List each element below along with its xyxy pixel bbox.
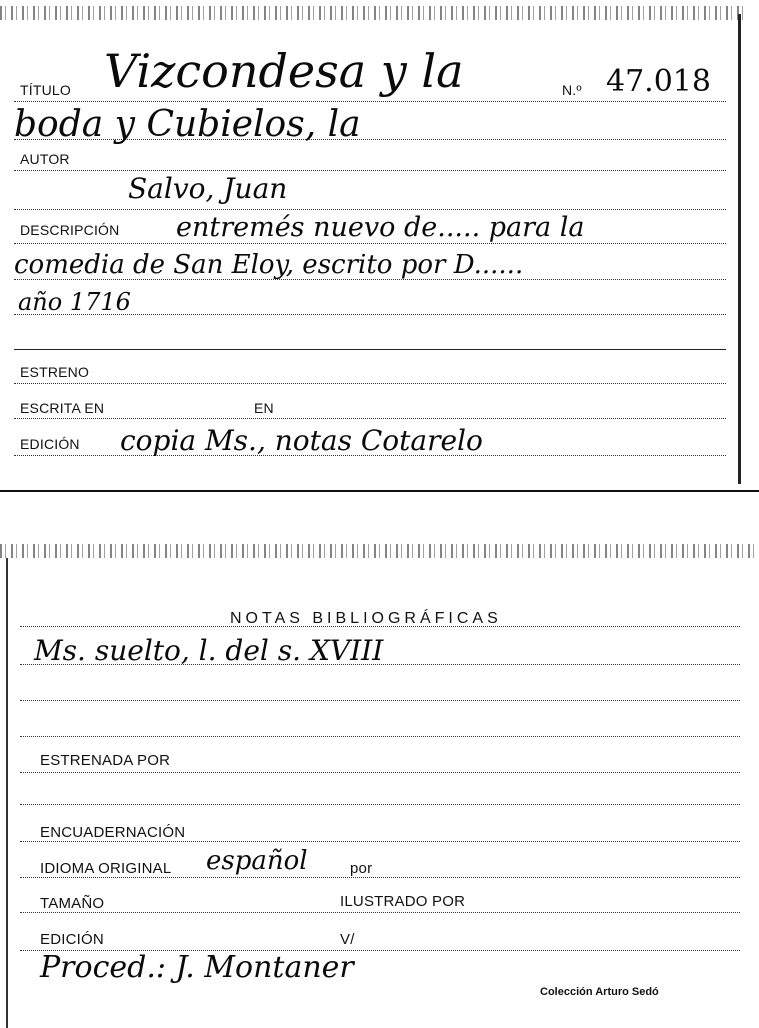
rule	[14, 101, 726, 102]
tamano-label: TAMAÑO	[40, 895, 105, 912]
rule	[14, 418, 726, 419]
por-label: por	[350, 860, 373, 877]
collection-credit: Colección Arturo Sedó	[540, 986, 659, 998]
edicion-label: EDICIÓN	[20, 436, 80, 452]
notas-value: Ms. suelto, l. del s. XVIII	[34, 634, 384, 667]
catalog-card-back	[0, 540, 759, 1028]
numero-label: N.º	[562, 82, 582, 98]
card-bottom-edge	[0, 490, 759, 492]
card-top-edge	[0, 544, 759, 558]
catalog-card-front	[0, 0, 759, 500]
idioma-original-label: IDIOMA ORIGINAL	[40, 860, 172, 877]
v-label: V/	[340, 931, 355, 948]
procedencia-value: Proced.: J. Montaner	[40, 950, 354, 985]
descripcion-value-line2: comedia de San Eloy, escrito por D......	[14, 250, 524, 280]
rule	[14, 209, 726, 210]
rule	[20, 700, 740, 701]
descripcion-label: DESCRIPCIÓN	[20, 222, 120, 238]
encuadernacion-label: ENCUADERNACIÓN	[40, 824, 186, 841]
titulo-label: TÍTULO	[20, 82, 71, 98]
estrenada-por-label: ESTRENADA POR	[40, 752, 171, 769]
idioma-original-value: español	[206, 846, 308, 876]
ilustrado-por-label: ILUSTRADO POR	[340, 893, 466, 910]
card-right-edge	[738, 14, 741, 484]
card-top-edge	[0, 6, 745, 20]
numero-value: 47.018	[606, 64, 711, 99]
titulo-value-line2: boda y Cubielos, la	[14, 104, 361, 145]
rule	[14, 170, 726, 171]
rule	[20, 912, 740, 913]
autor-value: Salvo, Juan	[128, 172, 288, 205]
autor-label: AUTOR	[20, 151, 70, 167]
rule	[20, 772, 740, 773]
escrita-en-label: ESCRITA EN	[20, 400, 105, 416]
rule	[20, 804, 740, 805]
descripcion-value-line3: año 1716	[18, 288, 131, 316]
titulo-value-line1: Vizcondesa y la	[104, 44, 464, 98]
rule	[14, 383, 726, 384]
edicion-value: copia Ms., notas Cotarelo	[120, 424, 483, 457]
rule	[14, 349, 726, 350]
card-left-edge	[6, 558, 8, 1028]
edicion-label: EDICIÓN	[40, 931, 104, 948]
estreno-label: ESTRENO	[20, 364, 90, 380]
rule	[20, 877, 740, 878]
rule	[20, 841, 740, 842]
rule	[14, 243, 726, 244]
descripcion-value-line1: entremés nuevo de..... para la	[176, 212, 585, 243]
en-label: EN	[254, 400, 274, 416]
rule	[20, 736, 740, 737]
notas-bibliograficas-heading: NOTAS BIBLIOGRÁFICAS	[230, 610, 502, 627]
